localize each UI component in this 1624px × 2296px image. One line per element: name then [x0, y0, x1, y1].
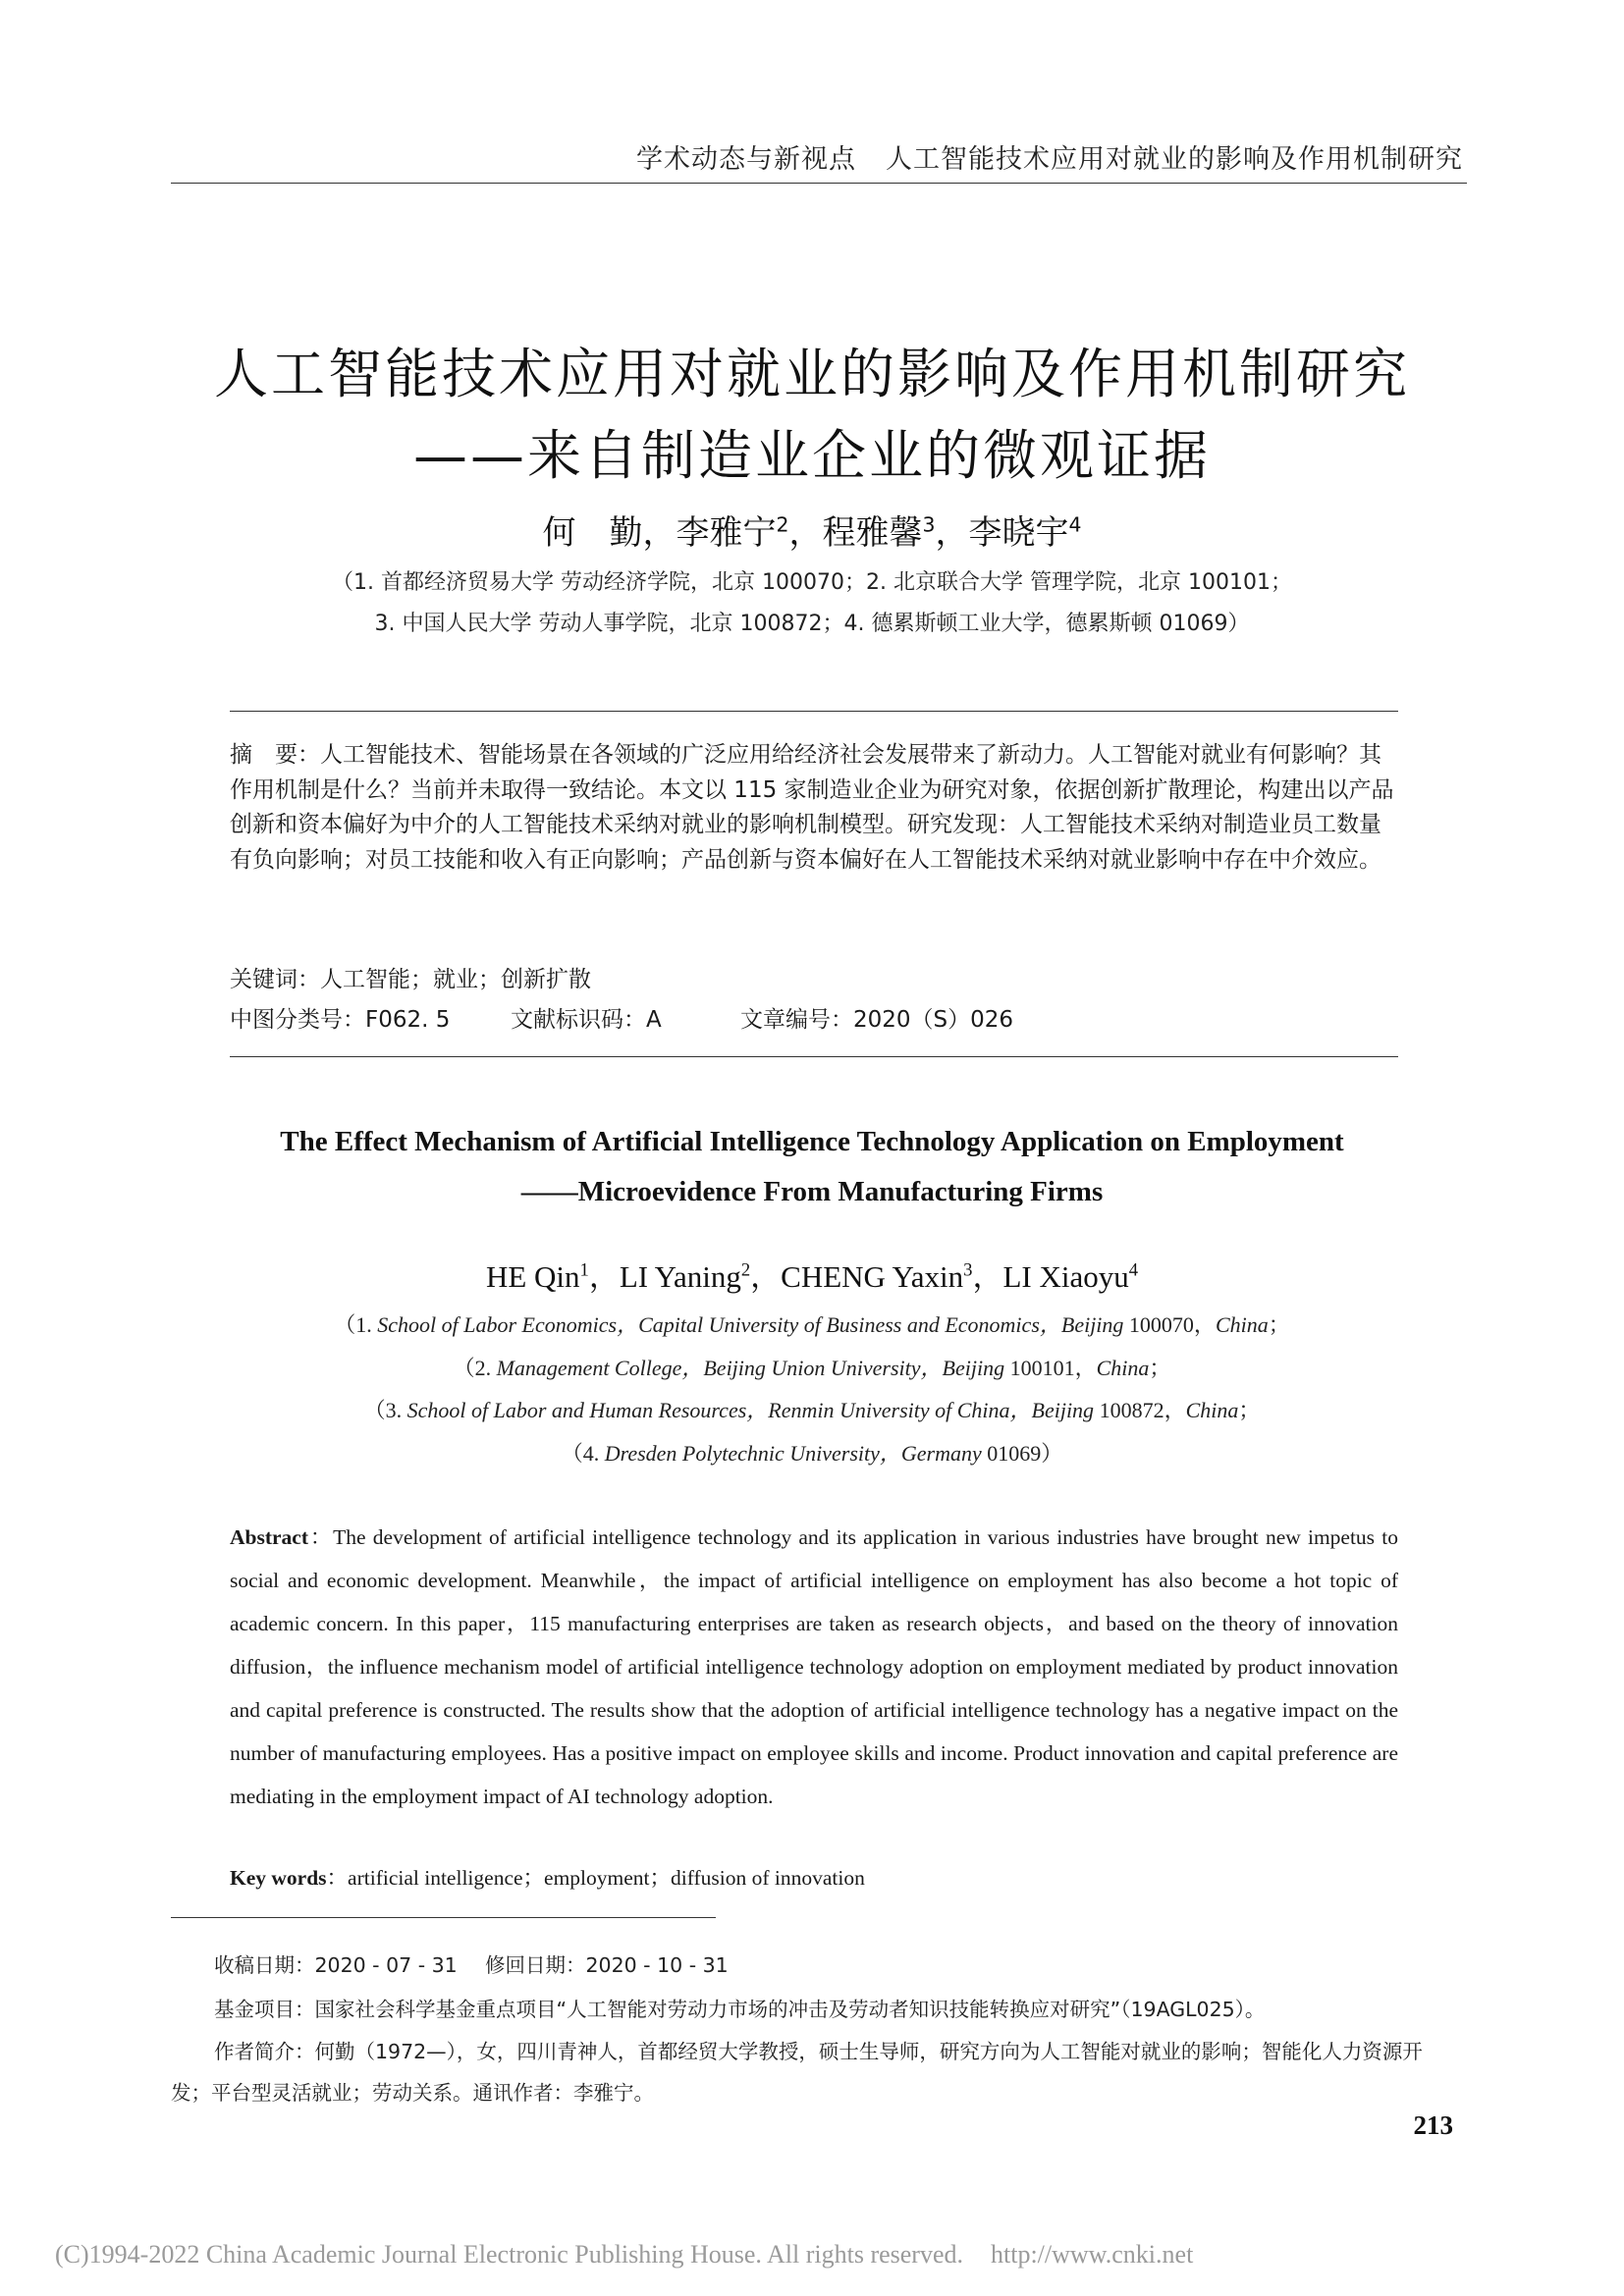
affiliation-en-4: （4. Dresden Polytechnic University，Germany 01069）	[561, 1441, 1063, 1466]
author-en-3-sup: 3	[963, 1259, 973, 1281]
received-date: 收稿日期：2020 - 07 - 31	[214, 1953, 458, 1977]
document-code: 文献标识码：A	[511, 1007, 662, 1033]
author-en-2-sup: 2	[740, 1259, 751, 1281]
author-cn-3-sup: 3	[922, 512, 936, 537]
affiliation-en-2: （2. Management College，Beijing Union University，Beijing 100101，China；	[453, 1356, 1171, 1380]
revised-date: 修回日期：2020 - 10 - 31	[485, 1953, 729, 1977]
abstract-cn-text: 人工智能技术、智能场景在各领域的广泛应用给经济社会发展带来了新动力。人工智能对就业有何影响？其作用机制是什么？当前并未取得一致结论。本文以 115 家制造业企业为研究对象，依据创新扩散理论，构建出以产品创新和资本偏好为中介的人工智能技术采纳对就业的影响机制模型。研究发现：人工智能技术采纳对制造业员工数量有负向影响；对员工技能和收入有正向影响；产品创新与资本偏好在人工智能技术采纳对就业影响中存在中介效应。	[230, 742, 1394, 873]
running-header-title: 人工智能技术应用对就业的影响及作用机制研究	[886, 144, 1463, 175]
fund-note: 基金项目：国家社会科学基金重点项目“人工智能对劳动力市场的冲击及劳动者知识技能转换应对研究”（19AGL025）。	[214, 1998, 1266, 2021]
title-en-line1: The Effect Mechanism of Artificial Intelligence Technology Application on Employment	[280, 1126, 1344, 1157]
author-bio-line1: 作者简介：何勤（1972—），女，四川青神人，首都经贸大学教授，硕士生导师，研究方向为人工智能对就业的影响；智能化人力资源开	[214, 2040, 1423, 2063]
abstract-cn-label: 摘 要：	[230, 742, 320, 768]
header-rule	[171, 183, 1467, 184]
running-header	[636, 137, 1463, 176]
author-en-1: HE Qin	[485, 1259, 580, 1294]
author-en-4: LI Xiaoyu	[1002, 1259, 1129, 1294]
author-cn-2-sup: 2	[776, 512, 789, 537]
keywords-cn-text: 人工智能；就业；创新扩散	[320, 967, 591, 992]
abstract-cn	[230, 738, 1398, 878]
abstract-en-text: The development of artificial intelligence technology and its application in various industries have brought new impetus to social and economic development. Meanwhile，the impact of artificial intelligence on employment has also become a hot topic of academic concern. In this paper，115 manufacturing enterprises are taken as research objects，and based on the theory of innovation diffusion，the influence mechanism model of artificial intelligence technology adoption on employment mediated by product innovation and capital preference is constructed. The results show that the adoption of artificial intelligence technology has a negative impact on the number of manufacturing employees. Has a positive impact on employee skills and income. Product innovation and capital preference are mediating in the employment impact of AI technology adoption.	[230, 1525, 1398, 1808]
affiliations-cn-line2: 3. 中国人民大学 劳动人事学院，北京 100872；4. 德累斯顿工业大学，德累斯顿 01069）	[374, 612, 1250, 636]
affiliations-cn-line1: （1. 首都经济贸易大学 劳动经济学院，北京 100070；2. 北京联合大学 管理学院，北京 100101；	[332, 570, 1292, 595]
author-bio-line2: 发；平台型灵活就业；劳动关系。通讯作者：李雅宁。	[171, 2081, 654, 2105]
copyright-footer	[55, 2240, 1193, 2269]
abstract-bottom-rule	[230, 1056, 1398, 1057]
abstract-en-label: Abstract	[230, 1525, 309, 1549]
author-en-4-sup: 4	[1128, 1259, 1139, 1281]
title-cn-line2: ——来自制造业企业的微观证据	[412, 424, 1211, 487]
cnki-url: http://www.cnki.net	[991, 2240, 1194, 2269]
author-cn-3: 程雅馨	[822, 513, 923, 553]
keywords-cn-label: 关键词：	[230, 967, 320, 992]
keywords-en-text: ：artificial intelligence；employment；diffusion of innovation	[326, 1866, 865, 1890]
author-cn-1: 何 勤	[542, 513, 643, 553]
author-en-2: LI Yaning	[619, 1259, 741, 1294]
author-cn-4-sup: 4	[1068, 512, 1082, 537]
affiliation-en-3: （3. School of Labor and Human Resources，Renmin University of China，Beijing 100872，China；	[363, 1398, 1261, 1422]
keywords-en-label: Key words	[230, 1866, 327, 1890]
affiliation-en-1: （1. School of Labor Economics，Capital University of Business and Economics，Beijing 100070，China；	[334, 1312, 1290, 1337]
author-cn-4: 李晓宇	[968, 513, 1069, 553]
page-number: 213	[1413, 2110, 1453, 2140]
article-number: 文章编号：2020（S）026	[740, 1007, 1014, 1033]
clc-number: 中图分类号：F062. 5	[230, 1007, 451, 1033]
keywords-en	[230, 1861, 865, 1892]
title-en-line2: ——Microevidence From Manufacturing Firms	[520, 1176, 1104, 1207]
authors-en: HE Qin$^1$，LI Yaning$^2$，CHENG Yaxin$^3$，LI Xiaoyu$^4$	[485, 1259, 1139, 1294]
author-en-3: CHENG Yaxin	[781, 1259, 964, 1294]
title-cn-line1: 人工智能技术应用对就业的影响及作用机制研究	[213, 343, 1410, 405]
footnote-rule	[171, 1917, 716, 1918]
abstract-top-rule	[230, 711, 1398, 712]
abstract-en: Abstract：The development of artificial intelligence technology and its application in various industries have brought new impetus to social and economic development. Meanwhile，the impact of artificial intelligence on employment has also become a hot topic of academic concern. In this paper，115 manufacturing enterprises are taken as research objects，and based on the theory of innovation diffusion，the influence mechanism model of artificial intelligence technology adoption on employment mediated by product innovation and capital preference is constructed. The results show that the adoption of artificial intelligence technology has a negative impact on the number of manufacturing employees. Has a positive impact on employee skills and income. Product innovation and capital preference are mediating in the employment impact of AI technology adoption.	[230, 1525, 1398, 1808]
author-en-1-sup: 1	[579, 1259, 589, 1281]
keywords-cn	[230, 961, 591, 993]
running-header-section: 学术动态与新视点	[636, 144, 856, 175]
copyright-text: (C)1994-2022 China Academic Journal Electronic Publishing House. All rights reserved.	[55, 2240, 963, 2269]
authors-cn: 何 勤，李雅宁$^2$，程雅馨$^3$，李晓宇$^4$	[542, 512, 1082, 553]
classification-cn	[230, 1001, 1014, 1034]
author-cn-2: 李雅宁	[676, 513, 777, 553]
